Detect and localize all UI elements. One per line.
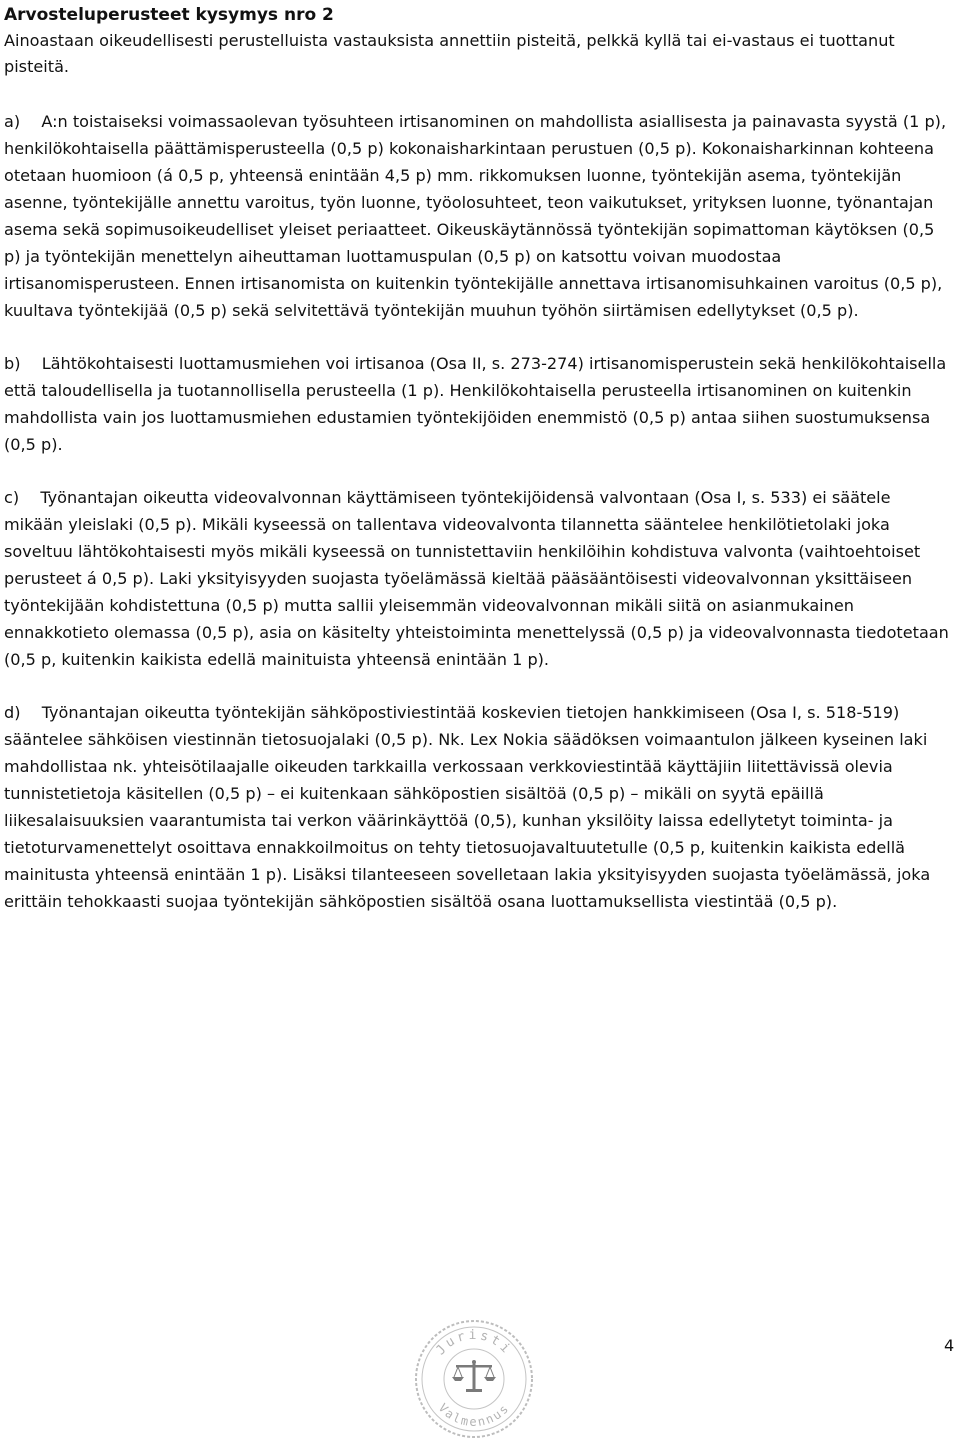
- juristivalmennus-seal-logo: [412, 1317, 536, 1441]
- seal-text-top: Juristi: [433, 1328, 515, 1359]
- document-page: [4, 0, 952, 915]
- page-number: 4: [944, 1336, 955, 1355]
- seal-text-bottom: Valmennus: [435, 1400, 513, 1429]
- svg-text:Juristi: [433, 1328, 515, 1358]
- scales-icon: [452, 1360, 496, 1392]
- section-c-paragraph: c) Työnantajan oikeutta videovalvonnan käyttämiseen työntekijöidensä valvontaan (Osa I, s. 533) ei säätele mikään yleislaki (0,5 p). Mikäli kyseessä on tallentava videovalvonta tilannetta sääntelee henkilötietolaki joka soveltuu lähtökohtaisesti myös mikäli kyseessä on tunnistettaviin henkilöihin kohdistuva valvonta (vaihtoehtoiset perusteet á 0,5 p). Laki yksityisyyden suojasta työelämässä kieltää pääsääntöisesti videovalvonnan yksittäiseen työntekijään kohdistettuna (0,5 p) mutta sallii yleisemmän videovalvonnan mikäli siitä on asianmukainen ennakkotieto olemassa (0,5 p), asia on käsitelty yhteistoiminta menettelyssä (0,5 p) ja videovalvonnasta tiedotetaan (0,5 p, kuitenkin kaikista edellä mainituista yhteensä enintään 1 p).: [4, 488, 949, 669]
- section-d-paragraph: d) Työnantajan oikeutta työntekijän sähköpostiviestintää koskevien tietojen hankkimiseen (Osa I, s. 518-519) sääntelee sähköisen viestinnän tietosuojalaki (0,5 p). Nk. Lex Nokia säädöksen voimaantulon jälkeen kyseinen laki mahdollistaa nk. yhteisötilaajalle oikeuden tarkkailla verkossaan verkkoviestintää käyttäjiin liitettävissä olevia tunnistetietoja käsitellen (0,5 p) – ei kuitenkaan sähköpostien sisältöä (0,5 p) – mikäli on syytä epäillä liikesalaisuuksien vaarantumista tai verkon väärinkäyttöä (0,5), kunhan yksilöity laissa edellytetyt toiminta- ja tietoturvamenettelyt osoittava ennakkoilmoitus on tehty tietosuojavaltuutetulle (0,5 p, kuitenkin kaikista edellä mainitusta yhteensä enintään 1 p). Lisäksi tilanteeseen sovelletaan lakia yksityisyyden suojasta työelämässä, joka erittäin tehokkaasti suojaa työntekijän sähköpostien sisältöä osana luottamuksellista viestintää (0,5 p).: [4, 703, 931, 911]
- svg-text:Valmennus: [436, 1401, 513, 1429]
- section-a-paragraph: a) A:n toistaiseksi voimassaolevan työsuhteen irtisanominen on mahdollista asiallisesta ja painavasta syystä (1 p), henkilökohtaisella päättämisperusteella (0,5 p) kokonaisharkintaan perustuen (0,5 p). Kokonaisharkinnan kohteena otetaan huomioon (á 0,5 p, yhteensä enintään 4,5 p) mm. rikkomuksen luonne, työntekijän asema, työntekijän asenne, työntekijälle annettu varoitus, työn luonne, työolosuhteet, teon vaikutukset, yrityksen luonne, työnantajan asema sekä sopimusoikeudelliset yleiset periaatteet. Oikeuskäytännössä työntekijän sopimattoman käytöksen (0,5 p) ja työntekijän menettelyn aiheuttaman luottamuspulan (0,5 p) on katsottu voivan muodostaa irtisanomisperusteen. Ennen irtisanomista on kuitenkin työntekijälle annettava irtisanomisuhkainen varoitus (0,5 p), kuultava työntekijää (0,5 p) sekä selvitettävä työntekijän muuhun työhön siirtämisen edellytykset (0,5 p).: [4, 112, 947, 320]
- section-b-paragraph: b) Lähtökohtaisesti luottamusmiehen voi irtisanoa (Osa II, s. 273-274) irtisanomisperustein sekä henkilökohtaisella että taloudellisella ja tuotannollisella perusteella (1 p). Henkilökohtaisella perusteella irtisanominen on kuitenkin mahdollista vain jos luottamusmiehen edustamien työntekijöiden enemmistö (0,5 p) antaa siihen suostumuksensa (0,5 p).: [4, 354, 947, 454]
- document-heading: Arvosteluperusteet kysymys nro 2: [4, 5, 334, 25]
- intro-paragraph: Ainoastaan oikeudellisesti perustelluista vastauksista annettiin pisteitä, pelkkä kyllä tai ei-vastaus ei tuottanut pisteitä.: [4, 31, 895, 76]
